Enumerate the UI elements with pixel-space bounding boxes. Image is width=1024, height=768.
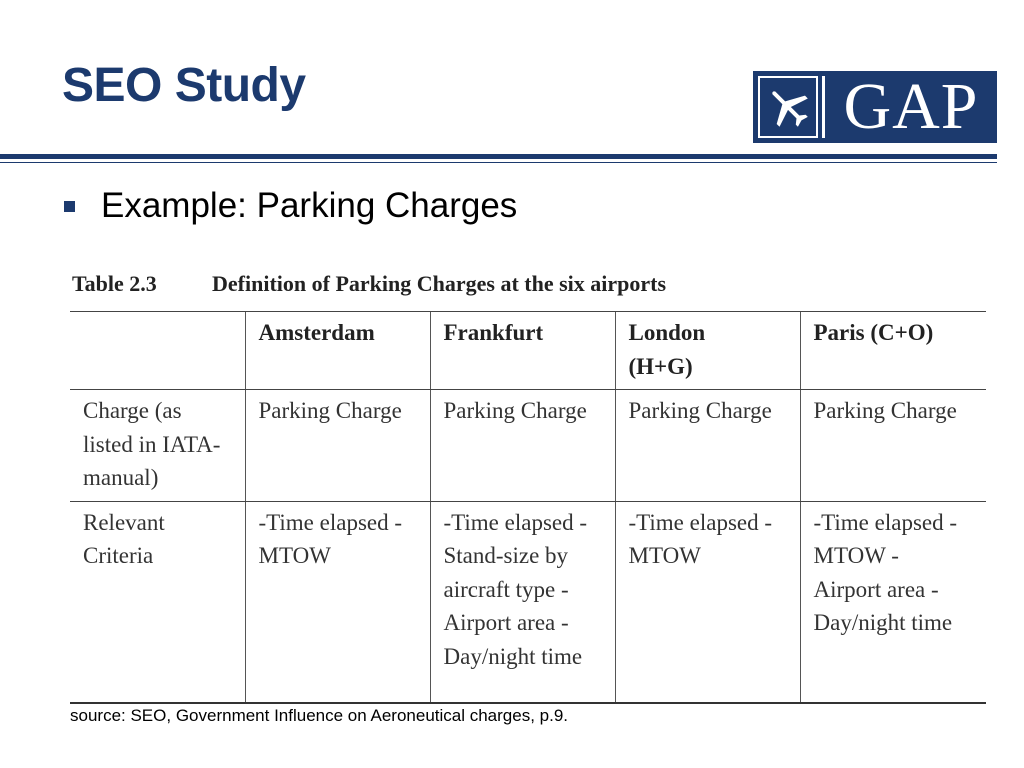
table-cell: Parking Charge (245, 390, 430, 502)
parking-charges-table (70, 311, 986, 704)
header-cell-amsterdam: Amsterdam (245, 312, 430, 390)
logo-text: GAP (843, 70, 979, 143)
table-caption (72, 271, 666, 297)
row-label-criteria (70, 501, 245, 703)
table-row (70, 390, 986, 502)
title-divider-thick (0, 154, 997, 159)
table-cell (430, 501, 615, 703)
table-header-row (70, 312, 986, 390)
bullet-item (64, 186, 517, 226)
cell-text: -Time elapsed -MTOW (258, 509, 403, 568)
table-caption-number: Table 2.3 (72, 271, 157, 296)
cell-text: -Time elapsed -Stand-size by aircraft type -Airport area -Day/night time (443, 509, 588, 669)
header-cell-london (615, 312, 800, 390)
source-note: source: SEO, Government Influence on Aeroneutical charges, p.9. (70, 706, 569, 725)
row-label-charge (70, 390, 245, 502)
header-london-text: London (H+G) (628, 320, 706, 379)
title-divider-thin (0, 162, 997, 163)
cell-text: -Time elapsed -MTOW -Airport area -Day/night time (813, 509, 958, 635)
table-cell (245, 501, 430, 703)
cell-text: -Time elapsed -MTOW (628, 509, 773, 568)
row-label-text: Relevant Criteria (83, 509, 165, 568)
table-cell: Parking Charge (615, 390, 800, 502)
header-cell-empty (70, 312, 245, 390)
bullet-text: Example: Parking Charges (101, 186, 518, 225)
gap-logo (753, 71, 997, 143)
header-cell-paris: Paris (C+O) (800, 312, 986, 390)
table-cell (800, 501, 986, 703)
bullet-square-icon (64, 201, 75, 212)
table-caption-title: Definition of Parking Charges at the six airports (212, 271, 667, 296)
header-cell-frankfurt (430, 312, 615, 390)
table-cell: Parking Charge (800, 390, 986, 502)
header-frankfurt-text: Frankfurt (443, 320, 544, 345)
airplane-icon (758, 76, 818, 138)
table-cell (615, 501, 800, 703)
slide-title: SEO Study (62, 59, 306, 112)
table-row (70, 501, 986, 703)
table-cell: Parking Charge (430, 390, 615, 502)
row-label-text: Charge (as listed in IATA-manual) (83, 398, 221, 490)
